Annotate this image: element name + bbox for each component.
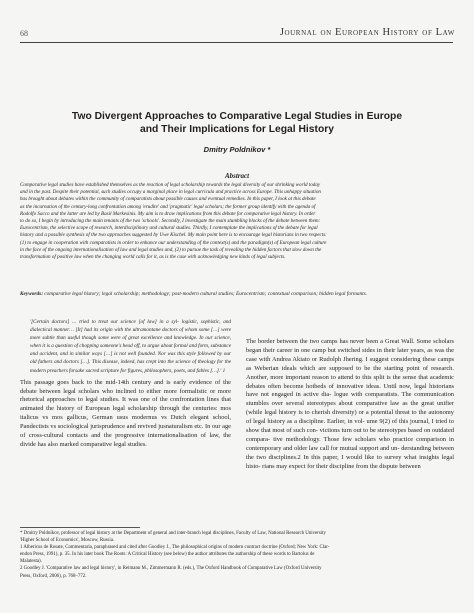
body-line: Akiato or Rudolph Jhering. I suggest considering these camps [292,355,454,363]
footnote: Press, Oxford, 2006), p. 768–772. [20,573,87,579]
title-line: Two Divergent Approaches to Comparative Legal Studies in Europe [71,111,403,122]
footnote: 'Higher School of Economics', Moscow, Russia. [20,538,115,544]
quote-line: fables […].' 1 [196,367,226,374]
abstract-line: to do so, I begin by introducing the main tenants of the two 'schools'. Secondly, I investigate the main stumbling blocks of the debate between them: [20,218,321,225]
body-line: victions turn out to be stereotypes based on outdated compara- [246,427,454,443]
quote-line: '[Certain doctors] … tried to treat our science [of law] in a syl- [30,319,179,325]
body-line: studies. It was one of the confrontation lines that animated the [20,396,231,413]
epigraph-quote [30,318,231,375]
body-line: of innovative ideas. [328,382,381,390]
right-column [246,338,454,472]
body-line: ume 9(2) of this journal, I tried to show that most of such con- [246,418,454,435]
abstract-line: has brought about debates within the community of comparatists about possible causes and eventual remedies. In this paper, I look at this debate [20,196,316,203]
abstract-line: as the incarnation of the century-long confrontation among 'erudite' and 'pragmatic' legal scholars; the former group identify with the agenda of [20,203,316,210]
footnote-rule [20,527,140,528]
header-rule [20,42,453,43]
author-name: Dmitry Poldnikov * [203,145,271,154]
abstract-text [20,182,454,261]
body-line: jusnaturalism etc. In our age of cross-cultural contacts and [20,423,231,440]
footnote: 2 Goodley J. 'Comparative law and legal history', in Reimann M., Zimmermann R. (eds.), The Oxford Handbook of Comparative Law (Oxford University [20,566,322,572]
abstract-line: transformation of positive law when the changing world calls for it, as is the case with acknowledging new kinds of legal subjects. [20,254,286,261]
article-title [40,110,434,136]
body-line: marked comparative legal studies. [59,441,147,448]
body-line: derstanding between the two disciplines.2 [246,444,454,461]
keywords [20,290,454,299]
body-line: several stereotypes about comparative law as the great unifier [285,400,454,408]
body-line: (while legal history is to cherish diversity) or a potential threat [246,409,410,417]
title-line: and Their Implications for Legal History [140,124,334,135]
footnote: 1 Albericus de Rosate, Commentaria, paraphrased and cited after Goodley J., The philosophical origins of modern contract doctrine (Oxford; New York: Clar- [20,545,330,551]
footnotes [20,530,454,580]
abstract-line: Rodolfo Sacco and the latter are led by Basil Markesinis. My aim is to draw implications from this debate for comparative legal history. In order [20,210,316,217]
quote-line: though some were of great excellence and knowledge. In our science, when [30,335,231,350]
body-line: in contemporary and older law call for mutual support and un- [246,435,454,452]
journal-title: Journal on European History of Law [279,27,455,38]
abstract-line: and in the past. Despite their potential, such studies occupy a marginal place in legal curricula and practice across Europe. This unhappy situation [20,189,321,196]
right-body-text [246,338,454,472]
abstract-line: history and a possible synthesis of the two approaches suggested by Uwe Kischel. My main point here is to encourage legal historians in two respects: [20,232,327,239]
left-body-paragraph [20,379,231,450]
abstract-line: Comparative legal studies have established themselves as the reaction of legal scholarship towards the legal diversity of our shrinking world today [20,182,321,188]
body-line: Wall. Some scholars began their career in one camp but [246,338,455,354]
abstract-line: (1) to engage in cooperation with comparatists in order to enhance our understanding of the context(s) and the paradigm(s) of European legal culture [20,239,327,246]
keywords-label: Keywords: [20,291,43,297]
footnote: * Dmitry Poldnikov, professor of legal history at the Department of general and inter-branch legal disciplines, Faculty of Law, National Research University [20,531,326,536]
footnote: Malatesta). [20,559,42,565]
abstract-heading: Abstract [224,172,250,180]
body-line: Until now, legal historians have not engaged in active dia- [246,382,454,399]
body-line: italicus vs mos gallicus, German usus modernus vs Dutch elegant [20,414,209,422]
body-line: The border between the two camps has never been a Great [246,338,400,345]
body-line: to the autonomy of legal history as a discipline. Earlier, in vol- [246,409,454,426]
body-line: evidence of the debate between legal scholars who inclined to [20,378,231,395]
body-line: split is the sense that academic debates often become hotbeds [246,373,454,390]
left-column [20,318,231,450]
keywords-text: comparative legal history; legal scholarship; methodology; post-modern cultural studies; Eurocentrism; contextual comparison; hidden legal formants. [44,291,368,297]
body-line: the progressive internationalisation of law, the divide has also [20,432,232,448]
abstract-line: in the face of the ongoing internationalisation of law and legal studies and, (2) to pursue the task of revealing the hidden factors that slow down the [20,246,322,253]
body-line: This passage goes back to the mid-14th century and is early [20,378,187,386]
body-line: school, Pandectists vs sociological jurisprudence and revived [20,414,231,431]
quote-line: it is a question of chopping someone's head off, to argue about formal [42,343,188,350]
body-line: switched sides in their later years, as was the case with Andrea [246,346,454,363]
body-line: rians may expect for their discipline from the dispute between [262,462,421,470]
body-line: In this paper, I would like to survey what insights legal histo- [246,453,454,470]
body-line: history of European legal scholarship through the centuries: mos [56,405,231,413]
quote-line: This disease, indeed, has crept into the science of theology for the modern [30,359,232,374]
abstract-line: Eurocentrism, the selective scope of research, interdisciplinary and cultural studies. Thirdly, I contemplate the implications of the debate for legal [20,225,318,232]
body-line: logue with comparatists. The communication stumbles over [246,391,455,408]
quote-line: logistic, sophistic, and dialectical manner… [It] had its origin with the [30,319,232,334]
body-line: as Weberian ideals which are supposed to be the starting point [246,364,420,372]
footnote: endon Press, 1991), p. 35. In his later book The Roots: A Critical History (see below) the author attributes the authorship of these words to Bartolus de [20,552,315,558]
body-line: of research. Another, more important reason to attend to this [246,364,454,381]
body-line: either more formalistic or more rhetorical approaches to legal [20,387,231,404]
page-number: 68 [20,29,28,38]
quote-line: ultramontane doctors of whom some […] were more subtle than useful [30,327,231,342]
body-line: tive methodology. Those few scholars who practice comparison [273,435,446,443]
quote-line: founded. Nor was this style followed by our old fathers and doctors […]. [30,351,231,366]
quote-line: preachers forsake sacred scripture for figures, philosophers, poets, and [47,367,196,374]
quote-line: and form, substance and accident, and in similar ways […] is not well [30,343,232,358]
